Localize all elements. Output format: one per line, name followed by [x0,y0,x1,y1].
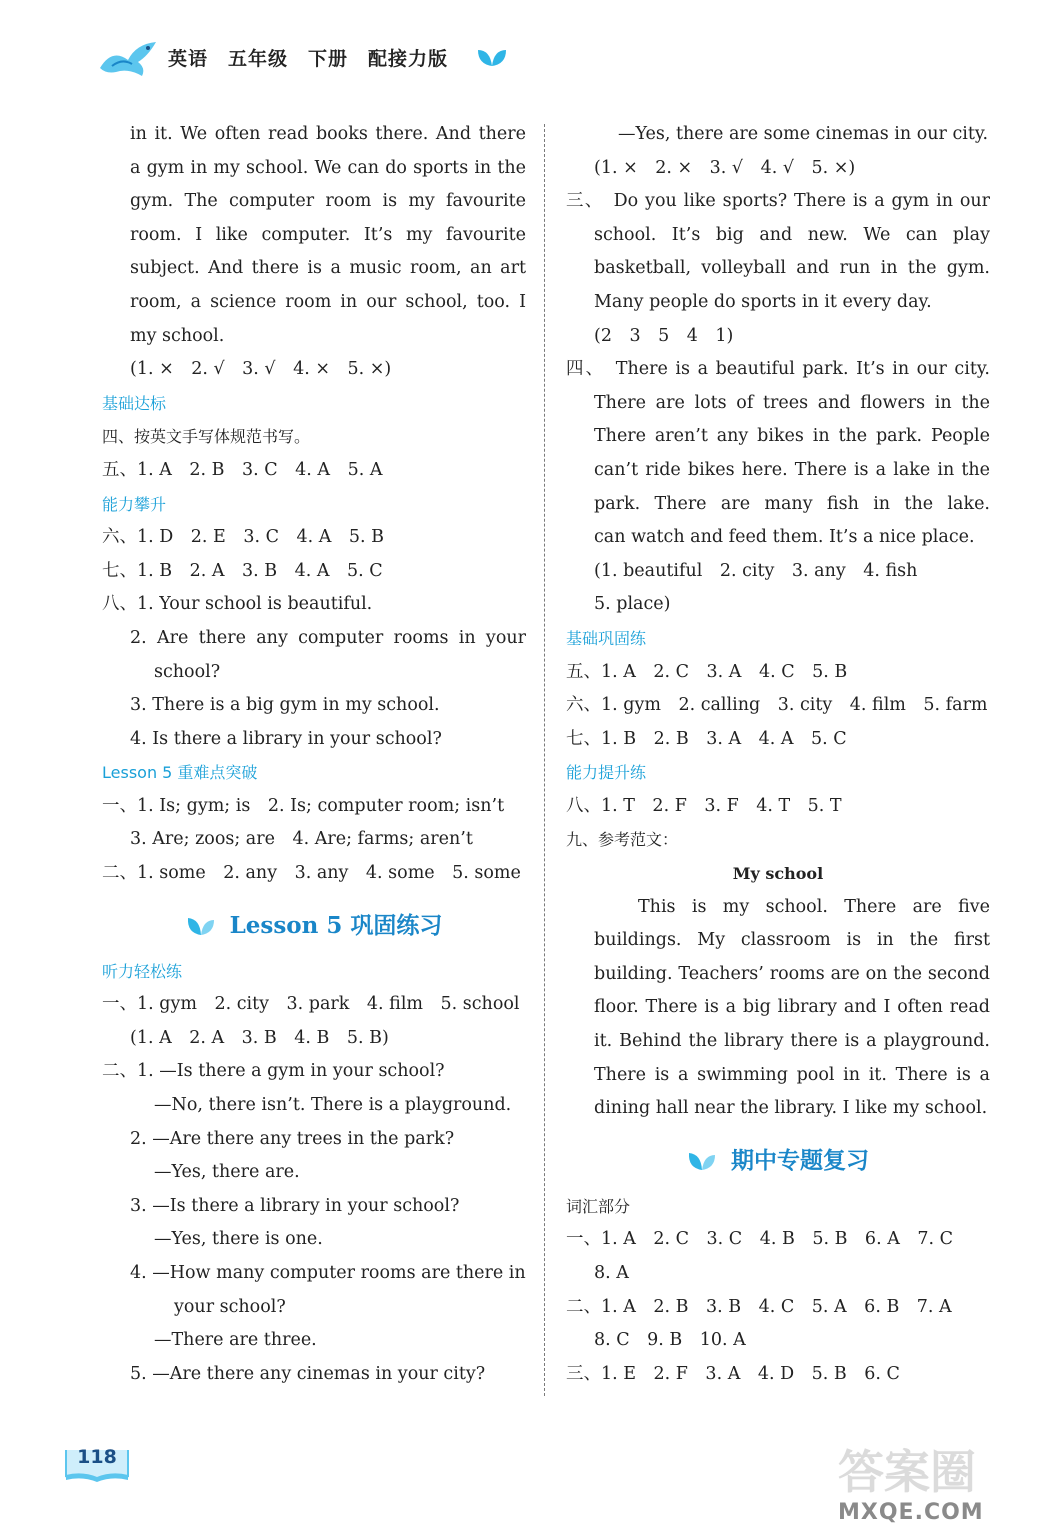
text-line: There are lots of trees and flowers in the [594,392,990,413]
text-line: 8. A [594,1263,629,1283]
page-number-badge [64,1444,130,1482]
watermark-url: MXQE.COM [838,1500,984,1525]
text-line: —Yes, there are. [154,1162,300,1183]
text-line: gym. The computer room is my favourite [130,191,526,212]
text-line: This is my school. There are five [638,896,990,917]
text-line: 六、1. D 2. E 3. C 4. A 5. B [102,527,384,548]
text-line: 4. —How many computer rooms are there in [130,1263,526,1283]
text-line: 四、 There is a beautiful park. It’s in our city. [566,359,990,380]
text-line: in it. We often read books there. And there [130,124,526,144]
column-divider [544,124,545,1396]
text-line: (1. beautiful 2. city 3. any 4. fish [594,560,918,581]
text-line: 二、1. A 2. B 3. B 4. C 5. A 6. B 7. A [566,1296,952,1317]
book-title: 英语 五年级 下册 配接力版 [168,48,449,70]
text-line: 八、1. Your school is beautiful. [102,594,373,615]
text-line: —There are three. [154,1330,317,1351]
right-column [566,118,990,1391]
text-line: my school. [130,325,225,346]
leaf-icon [687,1150,717,1172]
text-line: 2. —Are there any trees in the park? [130,1128,455,1149]
text-line: 8. C 9. B 10. A [594,1330,746,1351]
section-heading: 能力攀升 [102,494,167,514]
text-line: 5. —Are there any cinemas in your city? [130,1363,486,1384]
text-line: park. There are many fish in the lake. [594,493,990,514]
text-line: 七、1. B 2. A 3. B 4. A 5. C [102,560,383,581]
text-line: (1. A 2. A 3. B 4. B 5. B) [130,1027,389,1048]
text-line: There is a swimming pool in it. There is a [594,1064,990,1085]
text-line: your school? [174,1296,286,1317]
text-line: (1. × 2. × 3. √ 4. √ 5. ×) [594,157,856,178]
text-line: 2. Are there any computer rooms in your [130,627,526,648]
text-line: 八、1. T 2. F 3. F 4. T 5. T [566,795,842,816]
section-heading: 听力轻松练 [102,961,183,981]
text-line: —Yes, there are some cinemas in our city. [618,124,989,144]
watermark-label: 答案圈 [838,1445,976,1499]
text-line: 3. There is a big gym in my school. [130,695,440,716]
text-line: 二、1. —Is there a gym in your school? [102,1061,445,1082]
text-line: school? [154,661,221,682]
text-line: —Yes, there is one. [154,1229,323,1250]
text-line: 一、1. A 2. C 3. C 4. B 5. B 6. A 7. C [566,1229,953,1250]
lesson-title [102,891,526,955]
text-line: floor. There is a big library and I often read [594,997,990,1018]
text-line: 二、1. some 2. any 3. any 4. some 5. some [102,863,521,884]
text-line: (2 3 5 4 1) [594,325,734,346]
text-line: 七、1. B 2. B 3. A 4. A 5. C [566,728,847,749]
text-line: My school [732,864,824,884]
bird-logo-icon [98,38,160,78]
leaf-icon [186,915,216,937]
text-line: (1. × 2. √ 3. √ 4. × 5. ×) [130,359,392,380]
text-line: There aren’t any bikes in the park. People [594,426,990,447]
text-line: room, a science room in our school, too. I [130,291,526,312]
text-line: 5. place) [594,594,671,615]
text-line: 五、1. A 2. B 3. C 4. A 5. A [102,459,383,480]
lesson-title [566,1126,990,1190]
text-line: building. Teachers’ rooms are on the second [594,963,990,984]
page-header [0,0,1040,100]
text-line: basketball, volleyball and run in the gym. [594,258,990,279]
text-line: school. It’s big and new. We can play [594,224,990,245]
leaf-icon [476,48,508,68]
section-heading: 基础巩固练 [566,628,647,648]
lesson-title-text: 期中专题复习 [731,1146,869,1174]
text-line: 九、参考范文： [566,830,679,850]
text-line: buildings. My classroom is in the first [594,930,990,951]
text-line: can’t ride bikes here. There is a lake in the [594,459,990,480]
text-line: 4. Is there a library in your school? [130,728,442,749]
text-line: Many people do sports in it every day. [594,291,932,312]
text-line: dining hall near the library. I like my school. [594,1098,988,1119]
text-line: 3. —Is there a library in your school? [130,1195,460,1216]
text-line: 五、1. A 2. C 3. A 4. C 5. B [566,661,848,682]
text-line: 词汇部分 [566,1196,631,1216]
text-line: room. I like computer. It’s my favourite [130,224,526,245]
text-line: subject. And there is a music room, an art [130,258,526,279]
text-line: it. Behind the library there is a playground. [594,1031,990,1052]
section-heading: 基础达标 [102,393,167,413]
text-line: 3. Are; zoos; are 4. Are; farms; aren’t [130,829,473,850]
text-line: a gym in my school. We can do sports in the [130,157,526,178]
text-line: 一、1. gym 2. city 3. park 4. film 5. school [102,994,520,1015]
text-line: 一、1. Is; gym; is 2. Is; computer room; isn’t [102,795,505,816]
lesson-title-text: Lesson 5 巩固练习 [229,911,443,939]
text-line: 三、 Do you like sports? There is a gym in our [566,191,990,212]
text-line: can watch and feed them. It’s a nice place. [594,527,975,548]
text-line: 六、1. gym 2. calling 3. city 4. film 5. farm [566,695,988,716]
section-heading: 能力提升练 [566,763,647,783]
page-number: 118 [77,1446,117,1468]
left-column [102,118,526,1391]
section-heading: Lesson 5 重难点突破 [102,763,258,783]
text-line: 四、按英文手写体规范书写。 [102,427,311,447]
text-line: —No, there isn’t. There is a playground. [154,1095,512,1116]
text-line: 三、1. E 2. F 3. A 4. D 5. B 6. C [566,1363,900,1384]
